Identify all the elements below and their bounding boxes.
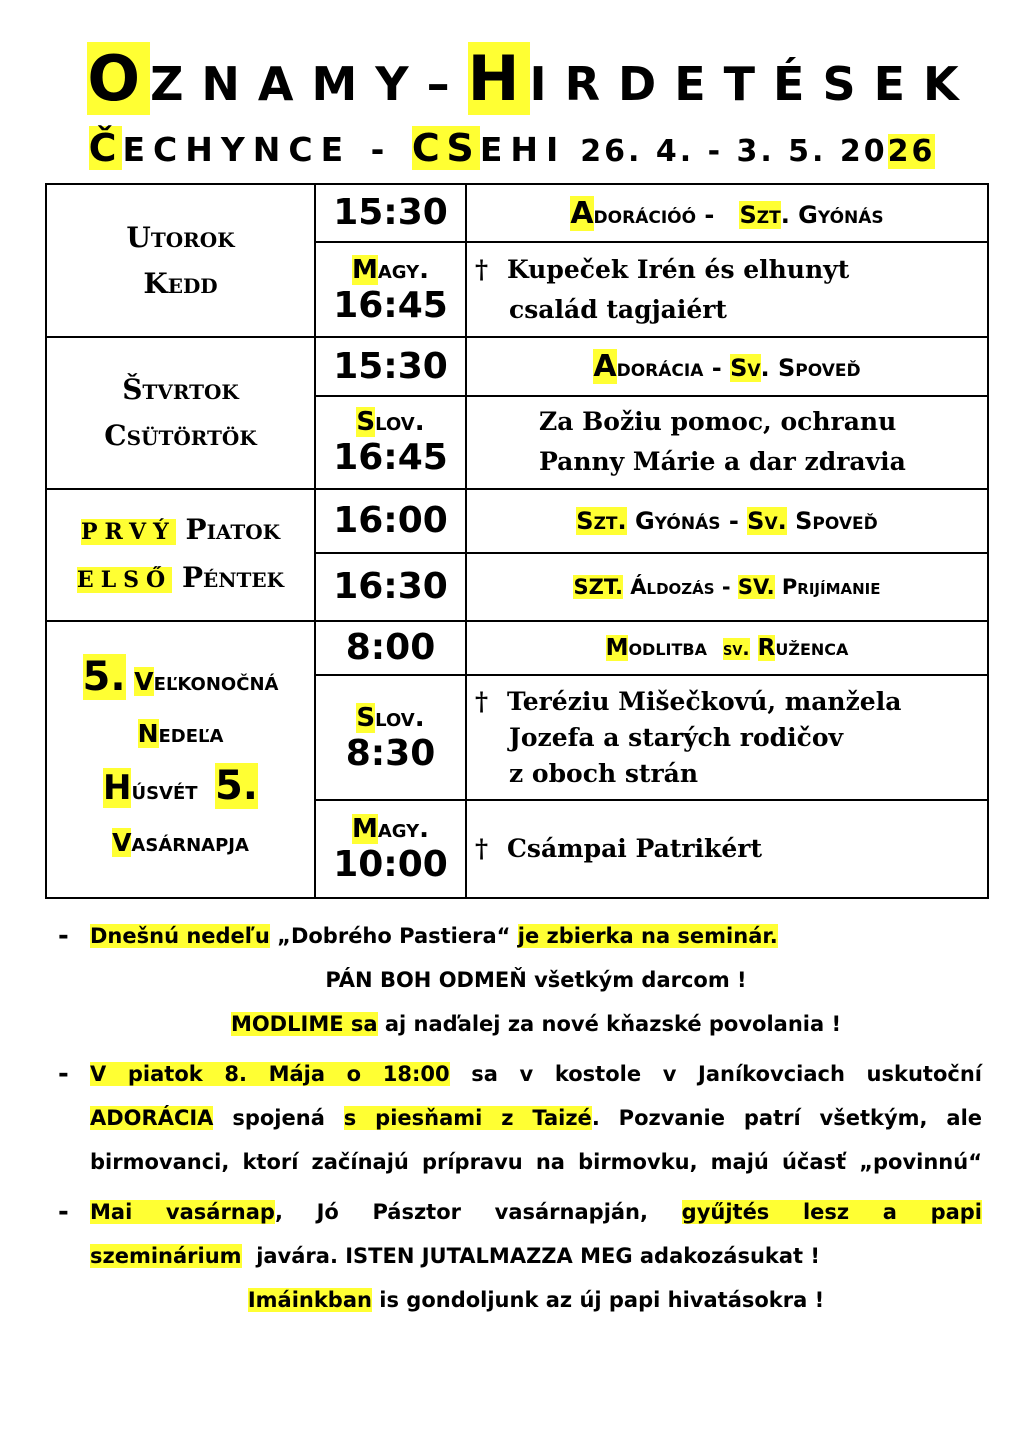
intention-line: Kupeček Irén és elhunyt <box>507 254 850 284</box>
lang-label <box>316 702 465 734</box>
text: „Dobrého Pastiera“ <box>277 924 511 948</box>
sunday-number: 5. <box>82 653 126 700</box>
day-sk: Piatok <box>185 513 281 546</box>
event-adoration-hu <box>466 184 988 242</box>
hl-letter: V <box>134 666 154 696</box>
text: javára. ISTEN JUTALMAZZA MEG adakozásukat ! <box>256 1244 820 1268</box>
hl-letter: R <box>757 635 776 662</box>
hl-text: V piatok 8. Mája o 18:00 <box>90 1062 450 1086</box>
lang-label <box>316 406 465 438</box>
hl-letter: A <box>570 195 594 231</box>
time: 16:30 <box>333 566 448 608</box>
day-hu: Kedd <box>143 266 218 300</box>
day-line-1 <box>47 507 314 555</box>
intention-line: Za Božiu pomoc, ochranu <box>539 407 897 437</box>
title-initial-cs: CS <box>411 126 480 170</box>
event-text: odlitba <box>628 635 707 662</box>
time: 16:45 <box>333 284 448 326</box>
time: 10:00 <box>333 843 448 885</box>
hl-word: Szt <box>739 200 781 229</box>
date-main: 26. 4. - 3. 5. 20 <box>580 134 888 169</box>
hl-text: szeminárium <box>90 1244 242 1268</box>
text: sa v kostole v Janíkovciach uskutoční <box>471 1062 982 1086</box>
notice-2-line-3: birmovanci, ktorí začínajú prípravu na birmovku, majú účasť „povinnú“ <box>90 1150 982 1174</box>
title-ehi: EHI <box>479 130 567 169</box>
title-echynce: ECHYNCE <box>122 130 352 169</box>
notice-1-line-2: PÁN BOH ODMEŇ všetkým darcom ! <box>325 968 747 992</box>
hl-text: ADORÁCIA <box>90 1106 214 1130</box>
hl-letter: M <box>605 635 629 662</box>
lang-rest: lov. <box>375 407 425 438</box>
notice-3-line-3 <box>90 1278 982 1322</box>
title-line-1 <box>40 42 1024 115</box>
time-cell <box>315 553 466 621</box>
hl-text: Mai vasárnap <box>90 1200 275 1224</box>
text: spojená <box>232 1106 325 1130</box>
sunday-line-3 <box>47 760 314 817</box>
bullet-dash: - <box>58 921 69 951</box>
day-sk: Utorok <box>126 220 235 254</box>
intention-tuesday <box>466 242 988 337</box>
hl-text: Dnešnú nedeľu <box>90 924 270 948</box>
event-confession <box>466 489 988 553</box>
notice-2 <box>58 1052 982 1184</box>
day-friday <box>46 489 315 621</box>
lang-label <box>316 813 465 845</box>
title-line-2 <box>0 126 1024 170</box>
lang-initial: M <box>351 254 378 285</box>
day-hu: Péntek <box>181 561 285 594</box>
hl-letter: N <box>137 718 159 748</box>
day-sk: Štvrtok <box>122 373 239 407</box>
hl-letter: V <box>112 827 132 857</box>
friday-row-1 <box>46 489 988 553</box>
sunday-text: asárnapja <box>131 827 249 857</box>
notice-1-line-1 <box>90 914 982 958</box>
event-communion <box>466 553 988 621</box>
sunday-line-2 <box>47 708 314 760</box>
time-cell <box>315 396 466 489</box>
day-line-2 <box>47 555 314 603</box>
sunday-row-1 <box>46 621 988 675</box>
notice-3 <box>58 1190 982 1322</box>
intention-line: Csámpai Patrikért <box>507 833 762 863</box>
hl-word: Sv <box>730 354 761 382</box>
lang-initial: S <box>356 702 376 733</box>
first-label-hu: ELSŐ <box>76 567 173 593</box>
hl-word: Szt. <box>576 506 627 535</box>
time: 15:30 <box>333 192 448 234</box>
sunday-text: eľkonočná <box>153 666 279 696</box>
time: 16:45 <box>333 437 448 479</box>
lang-initial: M <box>351 813 378 844</box>
day-sunday <box>46 621 315 898</box>
cross-icon: † <box>475 254 489 284</box>
event-text: Prijímanie <box>781 575 881 600</box>
bullet-dash: - <box>58 1059 69 1089</box>
time: 8:00 <box>345 627 436 669</box>
title-hirdetesek: IRDETÉSEK <box>529 57 977 111</box>
event-text: . Gyónás <box>780 200 884 229</box>
hl-word: sv. <box>723 638 750 661</box>
intention-thursday <box>466 396 988 489</box>
event-text: Áldozás - <box>630 575 731 600</box>
cross-icon: † <box>475 833 489 863</box>
sunday-number: 5. <box>214 762 258 809</box>
hl-letter: A <box>593 349 617 384</box>
hl-word: Sv. <box>747 506 787 535</box>
title-dash: – <box>426 57 468 111</box>
time-cell <box>315 337 466 395</box>
time-cell <box>315 621 466 675</box>
time-cell <box>315 489 466 553</box>
cross-icon: † <box>475 686 489 716</box>
title-initial-o: O <box>87 42 151 115</box>
event-adoration-sk <box>466 337 988 395</box>
notice-1 <box>58 914 982 1046</box>
text: is gondoljunk az új papi hivatásokra ! <box>379 1288 825 1312</box>
bullet-dash: - <box>58 1197 69 1227</box>
event-text: Spoveď <box>795 506 878 535</box>
time-cell <box>315 800 466 898</box>
title-oznamy: ZNAMY <box>150 57 427 111</box>
notice-2-line-2 <box>90 1096 982 1140</box>
notice-2-line-1 <box>90 1052 982 1096</box>
time-cell <box>315 675 466 799</box>
time-cell <box>315 184 466 242</box>
hl-text: gyűjtés lesz a papi <box>681 1200 983 1224</box>
lang-rest: agy. <box>377 813 430 844</box>
lang-rest: agy. <box>377 254 430 285</box>
text: aj naďalej za nové kňazské povolania ! <box>384 1012 842 1036</box>
event-text: dorációó - <box>593 200 715 229</box>
text: . Pozvanie patrí všetkým, ale <box>591 1106 983 1130</box>
sunday-line-1 <box>47 651 314 708</box>
title-initial-c: Č <box>88 126 123 170</box>
lang-rest: lov. <box>375 702 425 733</box>
hl-word: SV. <box>737 575 775 600</box>
notice-3-line-1 <box>90 1190 982 1234</box>
lang-label <box>316 254 465 286</box>
hl-text: MODLIME sa <box>230 1012 378 1036</box>
intention-line: Jozefa a starých rodičov <box>509 722 844 752</box>
intention-line: Teréziu Mišečkovú, manžela <box>507 686 902 716</box>
sunday-line-4 <box>47 817 314 869</box>
intention-line: Panny Márie a dar zdravia <box>539 447 906 477</box>
event-rosary <box>466 621 988 675</box>
hl-text: s piesňami z Taizé <box>343 1106 592 1130</box>
date-year-highlight: 26 <box>887 134 936 169</box>
event-text: uženca <box>775 635 849 662</box>
time: 8:30 <box>345 732 436 774</box>
day-hu: Csütörtök <box>104 419 257 453</box>
hl-letter: H <box>102 767 132 808</box>
lang-initial: S <box>356 407 376 438</box>
sunday-text: edeľa <box>158 718 224 748</box>
sunday-text: úsvét <box>131 775 198 805</box>
event-text: Gyónás - <box>634 506 739 535</box>
day-tuesday <box>46 184 315 337</box>
schedule-table <box>45 183 989 899</box>
intention-line: család tagjaiért <box>509 294 727 324</box>
time-cell <box>315 242 466 337</box>
title-sep: - <box>370 130 393 169</box>
hl-text: je zbierka na seminár. <box>517 924 778 948</box>
intention-line: z oboch strán <box>509 758 699 788</box>
event-text: . Spoveď <box>760 354 861 382</box>
day-thursday <box>46 337 315 488</box>
notice-1-line-3 <box>90 1002 982 1046</box>
title-initial-h: H <box>467 42 530 115</box>
notices <box>58 914 982 1328</box>
title-date <box>580 134 935 169</box>
notice-3-line-2 <box>90 1234 982 1278</box>
thursday-row-1 <box>46 337 988 395</box>
text: , Jó Pásztor vasárnapján, <box>274 1200 648 1224</box>
event-text: dorácia - <box>616 354 722 382</box>
hl-word: SZT. <box>573 575 623 600</box>
time: 16:00 <box>333 499 448 541</box>
intention-sunday-1 <box>466 675 988 799</box>
intention-sunday-2 <box>466 800 988 898</box>
first-label-sk: PRVÝ <box>80 519 176 545</box>
tuesday-row-1 <box>46 184 988 242</box>
hl-text: Imáinkban <box>247 1288 372 1312</box>
time: 15:30 <box>333 345 448 387</box>
